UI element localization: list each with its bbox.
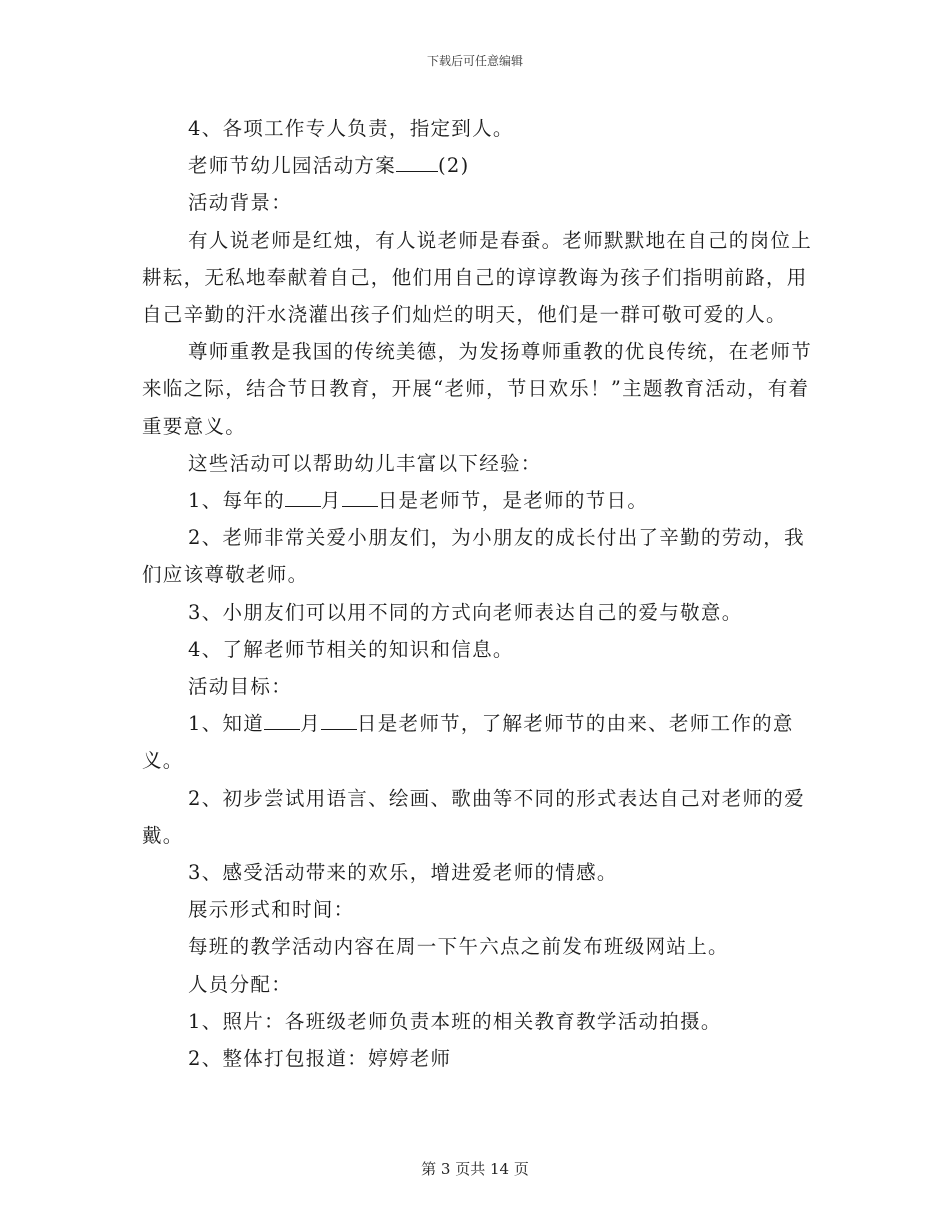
goal-day-blank [321, 709, 357, 730]
section-title-text: 老师节幼儿园活动方案 [188, 154, 397, 178]
experience-intro: 这些活动可以帮助幼儿丰富以下经验： [188, 451, 542, 475]
experience-item-1-text-c: 日是老师节，是老师的节日。 [377, 489, 649, 513]
experience-item-1-text-b: 月 [320, 489, 342, 513]
background-paragraph-2: 尊师重教是我国的传统美德，为发扬尊师重教的优良传统，在老师节来临之际，结合节日教育，开展“老师，节日欢乐！”主题教育活动，有着重要意义。 [142, 340, 813, 438]
section-title [142, 147, 814, 184]
show-item-1: 每班的教学活动内容在周一下午六点之前发布班级网站上。 [188, 935, 729, 959]
experience-item-4: 4、了解老师节相关的知识和信息。 [188, 637, 514, 661]
heading-goals: 活动目标： [188, 675, 293, 699]
heading-staff: 人员分配： [188, 972, 293, 996]
title-blank [396, 151, 438, 172]
page-footer: 第 3 页共 14 页 [421, 1160, 529, 1178]
page-header: 下载后可任意编辑 [426, 54, 523, 68]
goal-item-1-text-c: 日是老师节，了解老师节的由来、老师工作的意义。 [142, 712, 794, 773]
staff-item-1: 1、照片：各班级老师负责本班的相关教育教学活动拍摄。 [188, 1009, 722, 1033]
goal-item-1-text-b: 月 [300, 712, 321, 736]
document-body [142, 110, 814, 1077]
experience-item-2: 2、老师非常关爱小朋友们，为小朋友的成长付出了辛勤的劳动，我们应该尊敬老师。 [142, 526, 805, 587]
goal-item-1 [142, 705, 814, 779]
experience-item-1-text-a: 1、每年的 [188, 489, 285, 513]
goal-month-blank [264, 709, 300, 730]
goal-item-2: 2、初步尝试用语言、绘画、歌曲等不同的形式表达自己对老师的爱戴。 [142, 786, 805, 847]
month-blank [285, 486, 321, 507]
section-title-number: (2) [438, 154, 470, 178]
day-blank [342, 486, 378, 507]
experience-item-3: 3、小朋友们可以用不同的方式向老师表达自己的爱与敬意。 [188, 600, 743, 624]
staff-item-2: 2、整体打包报道：婷婷老师 [188, 1047, 452, 1071]
goal-item-3: 3、感受活动带来的欢乐，增进爱老师的情感。 [188, 861, 618, 885]
background-paragraph-1: 有人说老师是红烛，有人说老师是春蚕。老师默默地在自己的岗位上耕耘，无私地奉献着自己，他们用自己的谆谆教诲为孩子们指明前路，用自己辛勤的汗水浇灌出孩子们灿烂的明天，他们是一群可敬可爱的人。 [142, 228, 813, 327]
paragraph-item-4: 4、各项工作专人负责，指定到人。 [188, 117, 514, 140]
heading-show: 展示形式和时间： [188, 898, 355, 922]
goal-item-1-text-a: 1、知道 [188, 712, 265, 736]
heading-background: 活动背景： [188, 191, 293, 215]
experience-item-1 [142, 482, 814, 519]
